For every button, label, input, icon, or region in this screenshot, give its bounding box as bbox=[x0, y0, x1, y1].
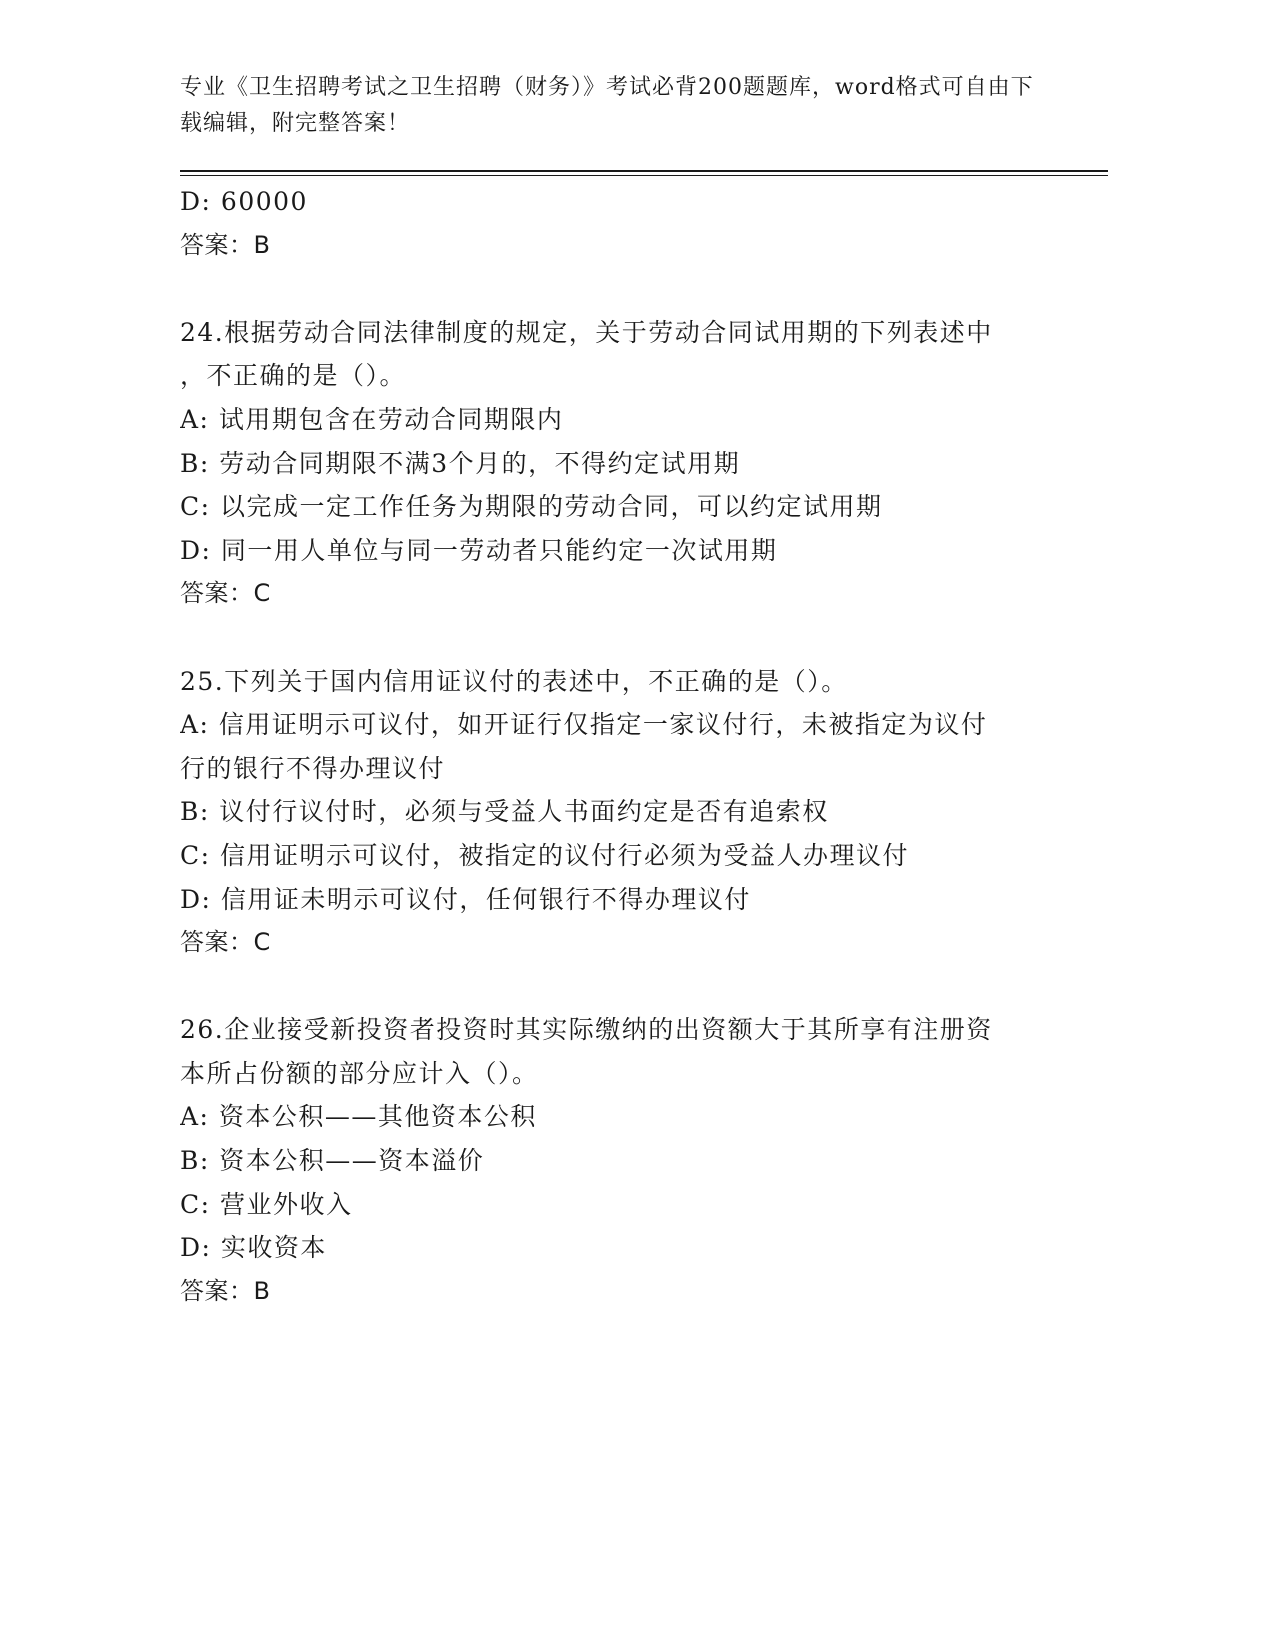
question-stem: 25.下列关于国内信用证议付的表述中，不正确的是（）。 bbox=[180, 666, 848, 696]
option-b: B: 劳动合同期限不满3个月的，不得约定试用期 bbox=[180, 448, 741, 478]
spacer bbox=[180, 267, 1040, 311]
spacer bbox=[180, 965, 1040, 1009]
option-b: B: 议付行议付时，必须与受益人书面约定是否有追索权 bbox=[180, 797, 829, 827]
spacer bbox=[180, 616, 1040, 660]
option-a: A: 信用证明示可议付，如开证行仅指定一家议付行，未被指定为议付 bbox=[180, 710, 988, 740]
question-26 bbox=[180, 1008, 1040, 1313]
option-b: B: 资本公积——资本溢价 bbox=[180, 1146, 485, 1176]
option-a-continued: 行的银行不得办理议付 bbox=[180, 753, 446, 783]
page-header: 专业《卫生招聘考试之卫生招聘（财务）》考试必背200题题库，word格式可自由下载编辑，附完整答案！ bbox=[180, 75, 1034, 136]
answer: 答案：B bbox=[180, 1276, 271, 1305]
option-d: D: 60000 bbox=[180, 187, 308, 216]
option-c: C: 营业外收入 bbox=[180, 1189, 353, 1219]
option-a: A: 资本公积——其他资本公积 bbox=[180, 1102, 537, 1132]
question-content bbox=[180, 180, 1040, 1313]
question-stem-continued: 本所占份额的部分应计入（）。 bbox=[180, 1058, 539, 1088]
answer: 答案：B bbox=[180, 230, 271, 259]
question-stem: 24.根据劳动合同法律制度的规定，关于劳动合同试用期的下列表述中 bbox=[180, 317, 993, 347]
answer: 答案：C bbox=[180, 928, 271, 957]
option-c: C: 信用证明示可议付，被指定的议付行必须为受益人办理议付 bbox=[180, 840, 910, 870]
option-d: D: 实收资本 bbox=[180, 1233, 327, 1263]
question-stem-continued: ，不正确的是（）。 bbox=[180, 361, 407, 391]
option-c: C: 以完成一定工作任务为期限的劳动合同，可以约定试用期 bbox=[180, 492, 883, 522]
question-25 bbox=[180, 660, 1040, 965]
previous-question-tail bbox=[180, 180, 1040, 267]
answer: 答案：C bbox=[180, 579, 271, 608]
option-d: D: 同一用人单位与同一劳动者只能约定一次试用期 bbox=[180, 535, 778, 565]
header-divider-thin bbox=[180, 175, 1108, 176]
option-a: A: 试用期包含在劳动合同期限内 bbox=[180, 404, 564, 434]
header-divider-thick bbox=[180, 170, 1108, 172]
option-d: D: 信用证未明示可议付，任何银行不得办理议付 bbox=[180, 884, 751, 914]
question-24 bbox=[180, 311, 1040, 616]
question-stem: 26.企业接受新投资者投资时其实际缴纳的出资额大于其所享有注册资 bbox=[180, 1015, 993, 1045]
